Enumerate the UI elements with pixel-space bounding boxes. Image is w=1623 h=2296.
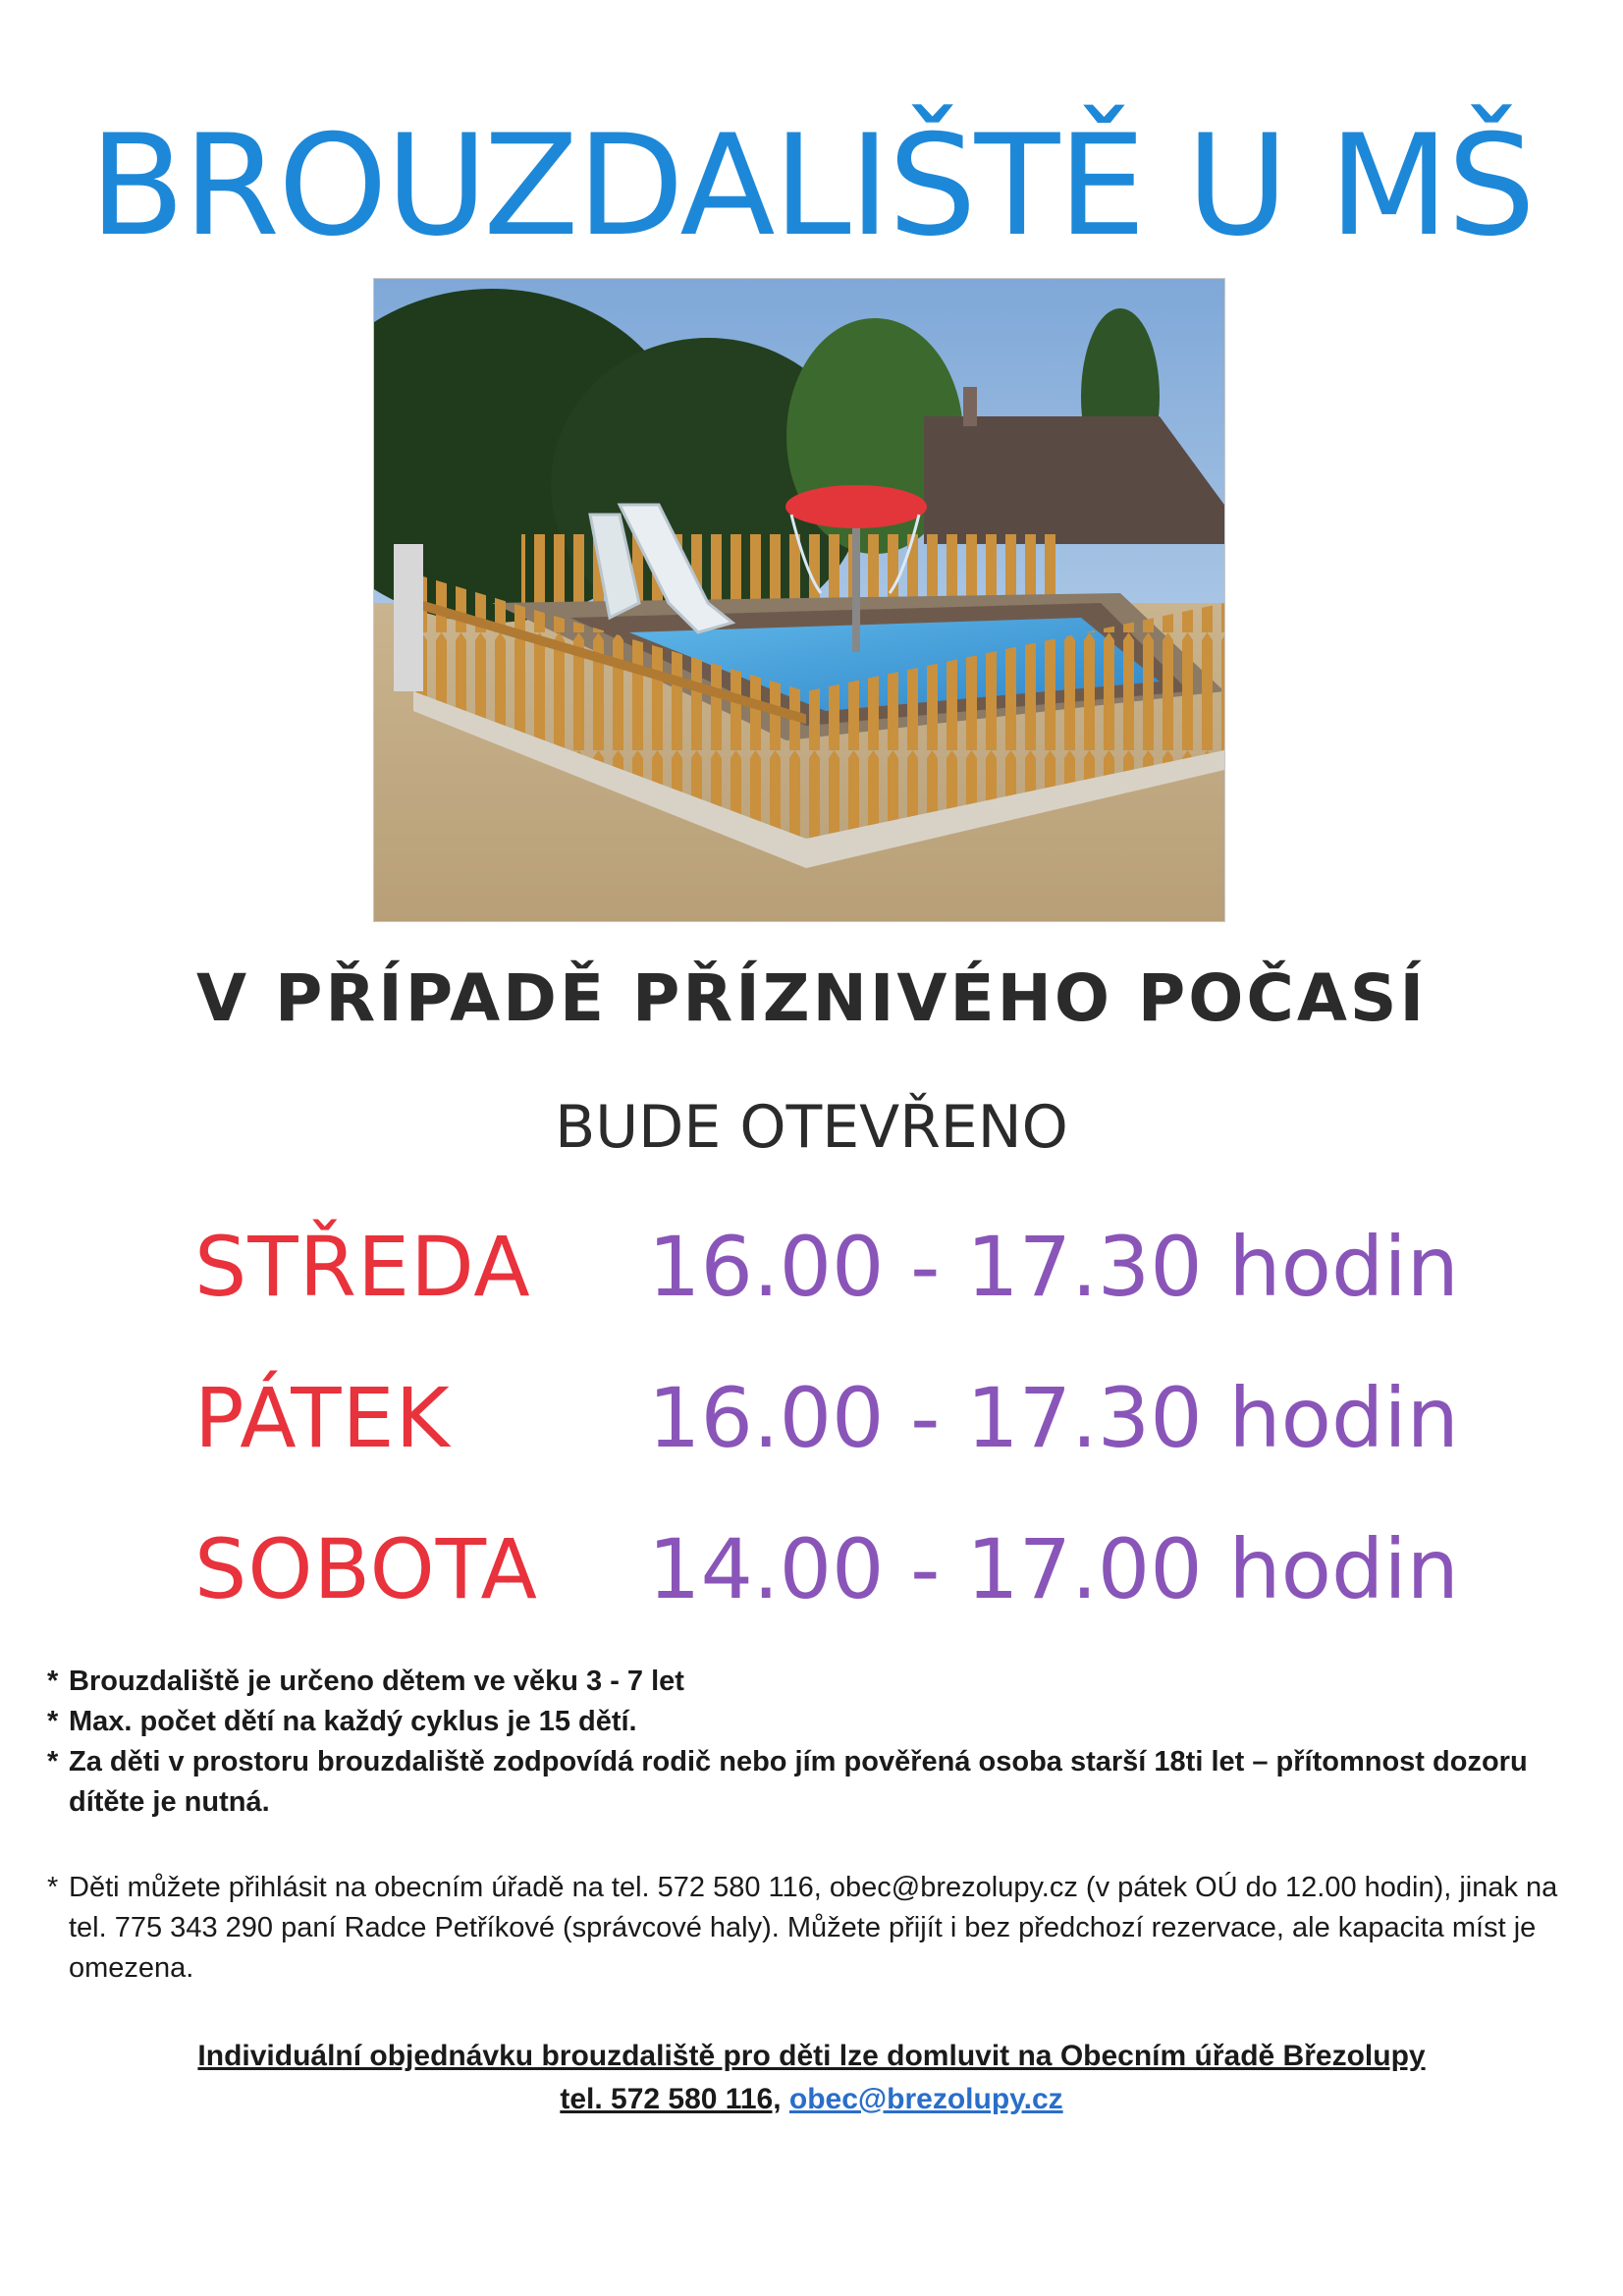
bullet-star: *: [47, 1666, 59, 1697]
registration-info: [47, 1868, 1559, 1989]
rule-item: [47, 1702, 1579, 1742]
schedule-day: STŘEDA: [194, 1219, 531, 1315]
opening-heading: BUDE OTEVŘENO: [555, 1093, 1068, 1162]
rule-item: [47, 1742, 1579, 1823]
pool-photo-illustration: [374, 279, 1224, 921]
rule-text: Za děti v prostoru brouzdaliště zodpovídá rodič nebo jím pověřená osoba starší 18ti let – přítomnost dozoru dítěte je nutná.: [69, 1746, 1528, 1818]
individual-order: [0, 2035, 1623, 2121]
pool-photo: [373, 278, 1225, 922]
poster-title: BROUZDALIŠTĚ U MŠ: [88, 105, 1534, 267]
schedule-time: 16.00 - 17.30 hodin: [648, 1370, 1459, 1466]
schedule-row: [0, 1510, 1623, 1628]
schedule-row: [0, 1359, 1623, 1477]
rules-list: [47, 1662, 1579, 1823]
schedule-time: 14.00 - 17.00 hodin: [648, 1521, 1459, 1617]
order-text: Individuální objednávku brouzdaliště pro děti lze domluvit na Obecním úřadě Březolupy: [197, 2040, 1426, 2072]
order-phone: tel. 572 580 116,: [560, 2083, 782, 2115]
bullet-star: *: [47, 1746, 59, 1777]
bullet-star: *: [47, 1706, 59, 1737]
schedule-row: [0, 1208, 1623, 1326]
schedule-day: PÁTEK: [194, 1370, 451, 1466]
weather-condition-heading: V PŘÍPADĚ PŘÍZNIVÉHO POČASÍ: [195, 960, 1427, 1036]
rule-text: Brouzdaliště je určeno dětem ve věku 3 - 7 let: [69, 1666, 684, 1697]
rule-text: Max. počet dětí na každý cyklus je 15 dětí.: [69, 1706, 637, 1737]
order-email-link[interactable]: obec@brezolupy.cz: [788, 2083, 1063, 2115]
registration-item: [47, 1868, 1559, 1989]
bullet-star: *: [47, 1872, 59, 1903]
schedule-day: SOBOTA: [194, 1521, 538, 1617]
schedule-time: 16.00 - 17.30 hodin: [648, 1219, 1459, 1315]
registration-text: Děti můžete přihlásit na obecním úřadě na tel. 572 580 116, obec@brezolupy.cz (v pátek OÚ do 12.00 hodin), jinak na tel. 775 343 290 paní Radce Petříkové (správcové haly). Můžete přijít i bez předchozí rezervace, ale kapacita míst je omezena.: [69, 1872, 1558, 1984]
rule-item: [47, 1662, 1579, 1702]
